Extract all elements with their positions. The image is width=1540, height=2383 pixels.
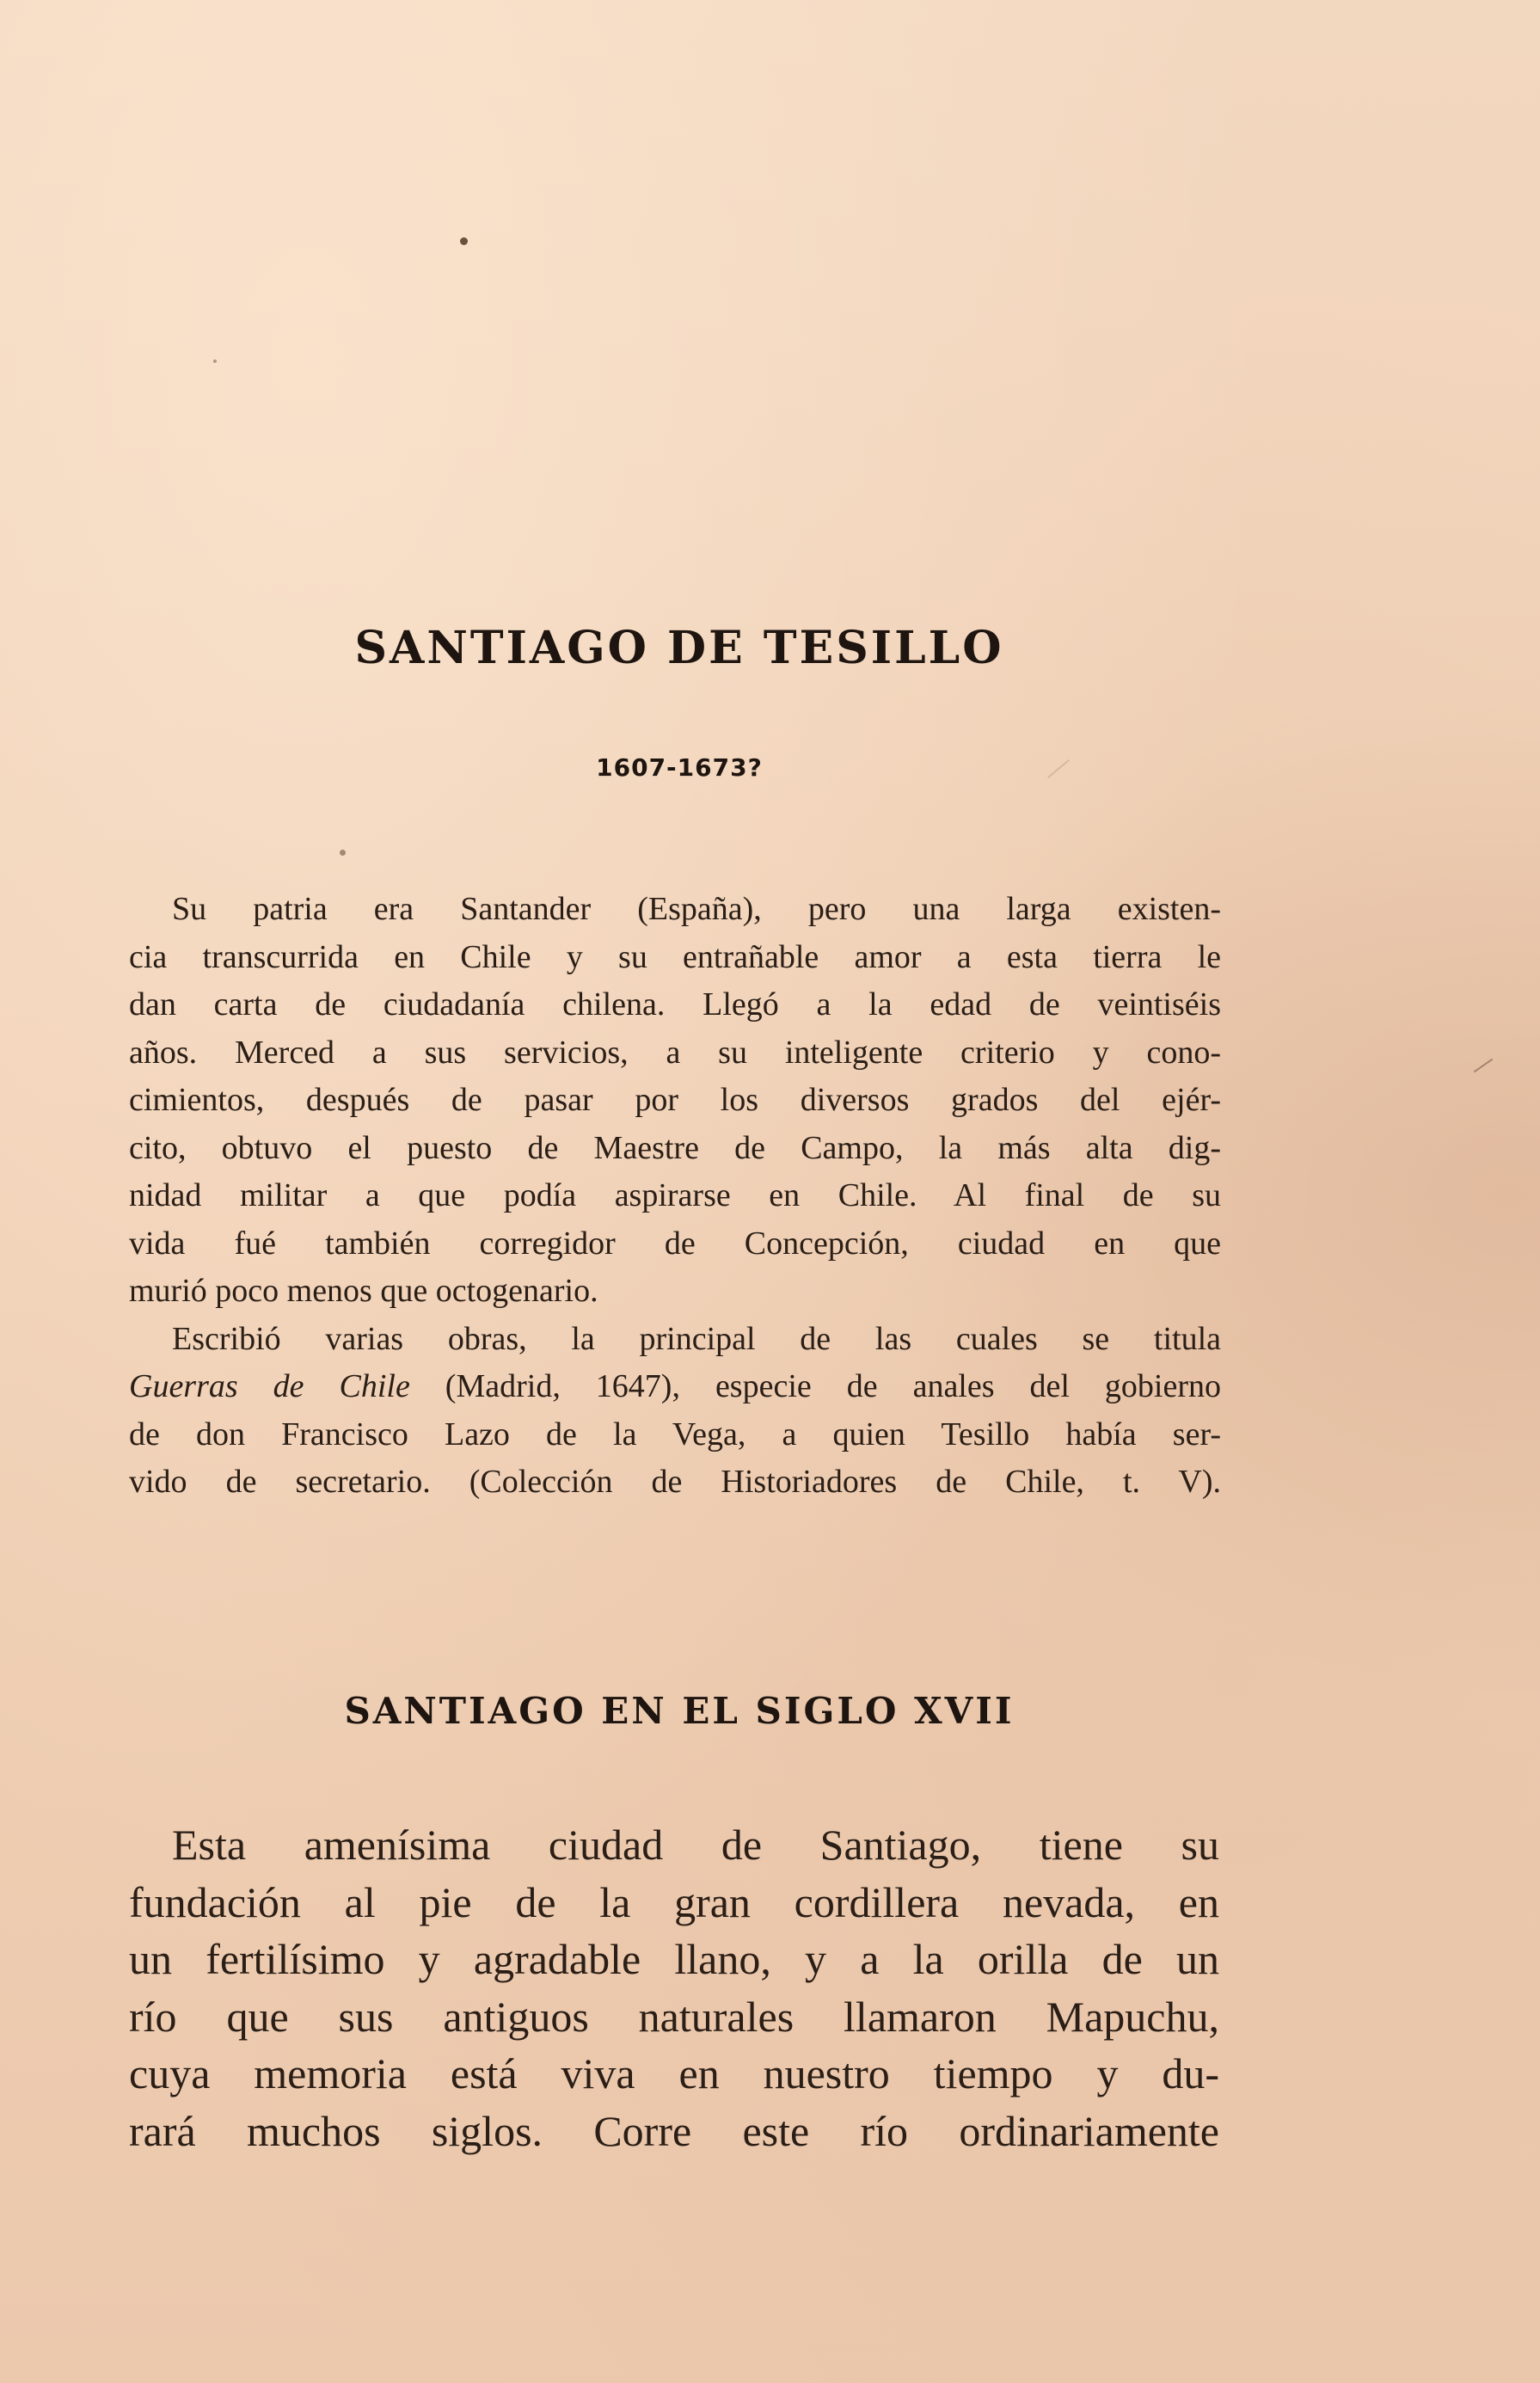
paper-speck <box>340 850 346 856</box>
bio-line: nidad militar a que podía aspirarse en Chile. Al final de su <box>129 1177 1221 1213</box>
works-line-rest: (Madrid, 1647), especie de anales del gobierno <box>409 1368 1221 1404</box>
works-line: vido de secretario. (Colección de Historiadores de Chile, t. V). <box>129 1464 1221 1500</box>
bio-line: cia transcurrida en Chile y su entrañable amor a esta tierra le <box>129 938 1221 975</box>
works-line: Escribió varias obras, la principal de las cuales se titula <box>172 1320 1221 1357</box>
author-dates: 1607-1673? <box>596 753 763 782</box>
paper-scratch <box>1474 1059 1493 1073</box>
work-title: Guerras de Chile <box>129 1368 410 1404</box>
works-line <box>129 1363 1221 1411</box>
excerpt-line: rará muchos siglos. Corre este río ordinariamente <box>129 2106 1219 2155</box>
paper-speck <box>460 237 468 245</box>
excerpt-line: un fertilísimo y agradable llano, y a la orilla de un <box>129 1935 1219 1983</box>
author-biography <box>129 886 1221 1507</box>
section-title-santiago-de-tesillo: SANTIAGO DE TESILLO <box>354 621 1004 674</box>
bio-line: años. Merced a sus servicios, a su inteligente criterio y cono- <box>129 1034 1221 1071</box>
bio-line: murió poco menos que octogenario. <box>129 1273 598 1309</box>
paper-speck <box>213 359 217 363</box>
excerpt-text <box>129 1816 1219 2159</box>
excerpt-line: fundación al pie de la gran cordillera nevada, en <box>129 1877 1219 1926</box>
excerpt-line: cuya memoria está viva en nuestro tiempo y du- <box>129 2049 1219 2097</box>
section-title-santiago-siglo-xvii: SANTIAGO EN EL SIGLO XVII <box>344 1689 1015 1732</box>
bio-line: cimientos, después de pasar por los diversos grados del ejér- <box>129 1082 1221 1118</box>
bio-line: vida fué también corregidor de Concepción, ciudad en que <box>129 1225 1221 1262</box>
excerpt-line: río que sus antiguos naturales llamaron Mapuchu, <box>129 1992 1219 2041</box>
bio-line: cito, obtuvo el puesto de Maestre de Campo, la más alta dig- <box>129 1129 1221 1166</box>
excerpt-line: Esta amenísima ciudad de Santiago, tiene su <box>172 1821 1219 1869</box>
bio-line: Su patria era Santander (España), pero una larga existen- <box>172 891 1221 927</box>
bio-line: dan carta de ciudadanía chilena. Llegó a la edad de veintiséis <box>129 986 1221 1023</box>
works-line: de don Francisco Lazo de la Vega, a quien Tesillo había ser- <box>129 1416 1221 1453</box>
